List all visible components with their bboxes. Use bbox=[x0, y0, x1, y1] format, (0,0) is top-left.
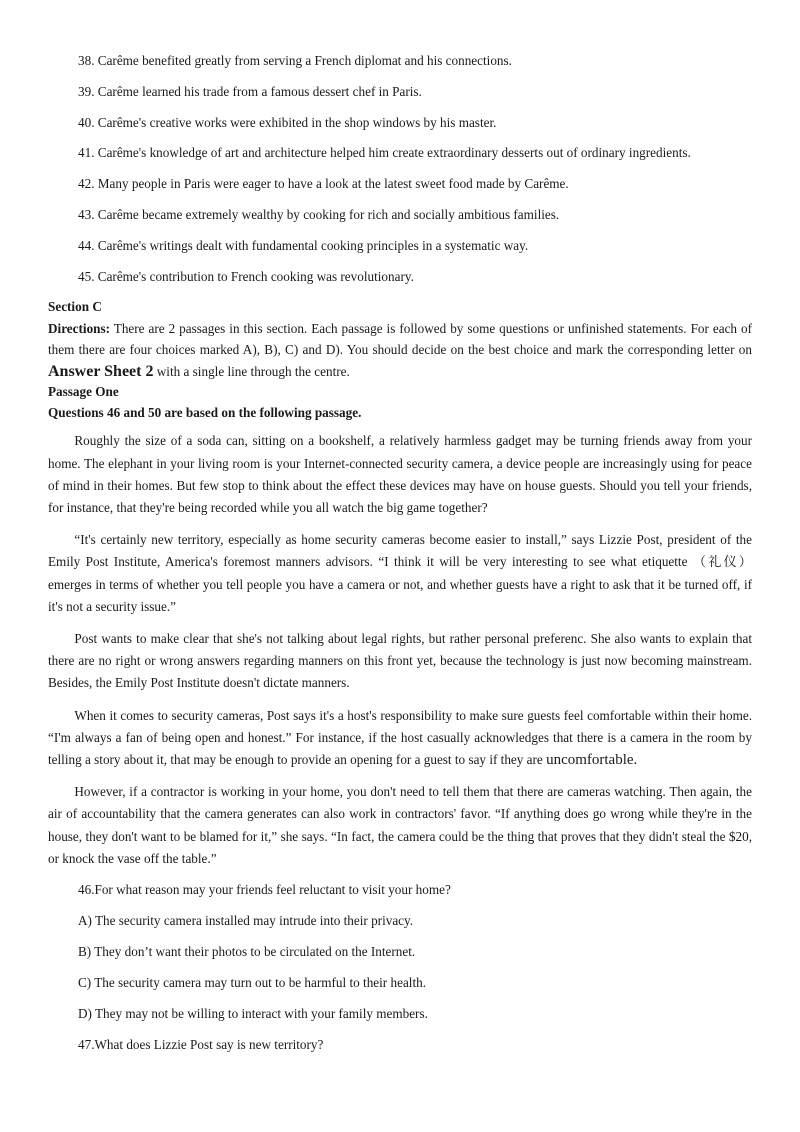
passage-paragraph-4 bbox=[48, 705, 752, 772]
question-47: 47.What does Lizzie Post say is new territory? bbox=[78, 1037, 324, 1053]
paragraph-4-main: When it comes to security cameras, Post says it's a host's responsibility to make sure guests feel comfortable within their home. “I'm always a fan of being open and honest.” For instance, if the host casually acknowledges that there is a camera in the room by telling a story about it, that may be enough to provide an opening for a guest to say if they are bbox=[48, 707, 752, 768]
directions-text-1: There are 2 passages in this section. Each passage is followed by some questions or unfinished statements. For each of them there are four choices marked A), B), C) and D). You should decide on the best choice and mark the corresponding letter on bbox=[48, 320, 752, 358]
statement-41: 41. Carême's knowledge of art and architecture helped him create extraordinary desserts out of ordinary ingredients. bbox=[78, 145, 691, 161]
question-block bbox=[48, 880, 752, 1055]
answer-sheet-label: Answer Sheet 2 bbox=[48, 362, 154, 380]
paragraph-4-end: uncomfortable. bbox=[546, 752, 638, 769]
passage-title: Passage One bbox=[48, 384, 119, 400]
statement-42: 42. Many people in Paris were eager to have a look at the latest sweet food made by Carême. bbox=[78, 176, 569, 192]
passage-paragraph-3: Post wants to make clear that she's not talking about legal rights, but rather personal preferenc. She also wants to explain that there are no right or wrong answers regarding manners on this front yet, because the technology is just now becoming mainstream. Besides, the Emily Post Institute doesn't dictate manners. bbox=[48, 631, 752, 691]
option-c: C) The security camera may turn out to be harmful to their health. bbox=[78, 975, 427, 991]
passage-paragraph-1: Roughly the size of a soda can, sitting on a bookshelf, a relatively harmless gadget may be turning friends away from your home. The elephant in your living room is your Internet-connected security camera, a device people are increasingly using for peace of mind in their homes. But few stop to think about the effect these devices may have on house guests. Should you tell your friends, for instance, that they're being recorded while you all watch the big game together? bbox=[48, 433, 752, 515]
passage-paragraph-2: “It's certainly new territory, especially as home security cameras become easier to install,” says Lizzie Post, president of the Emily Post Institute, America's foremost manners advisors. “I think it will be very interesting to see what etiquette （礼仪） emerges in terms of whether you tell people you have a camera or not, and whether guests have a right to ask that it be turned off, if it's not a security issue.” bbox=[48, 532, 752, 614]
directions bbox=[48, 318, 752, 383]
statement-40: 40. Carême's creative works were exhibited in the shop windows by his master. bbox=[78, 114, 497, 130]
statement-38: 38. Carême benefited greatly from serving a French diplomat and his connections. bbox=[78, 53, 512, 68]
passage-body bbox=[48, 430, 752, 870]
statement-44: 44. Carême's writings dealt with fundamental cooking principles in a systematic way. bbox=[78, 237, 529, 253]
directions-label: Directions: bbox=[48, 320, 111, 336]
statement-list bbox=[48, 51, 752, 287]
option-a: A) The security camera installed may intrude into their privacy. bbox=[78, 913, 414, 929]
passage-paragraph-5: However, if a contractor is working in your home, you don't need to tell them that there are cameras watching. Then again, the air of accountability that the camera generates can also work in contractors' favor. “If anything does go wrong while they're in the house, they don't want to be blamed for it,” she says. “In fact, the camera could be the thing that proves that they didn't steal the $20, or knock the vase off the table.” bbox=[48, 784, 752, 866]
question-46: 46.For what reason may your friends feel reluctant to visit your home? bbox=[78, 882, 451, 898]
statement-45: 45. Carême's contribution to French cooking was revolutionary. bbox=[78, 268, 414, 284]
option-b: B) They don’t want their photos to be circulated on the Internet. bbox=[78, 944, 416, 960]
passage-intro: Questions 46 and 50 are based on the following passage. bbox=[48, 404, 362, 420]
statement-43: 43. Carême became extremely wealthy by cooking for rich and socially ambitious families. bbox=[78, 206, 560, 222]
directions-text-2: with a single line through the centre. bbox=[153, 363, 350, 379]
section-title: Section C bbox=[48, 299, 102, 315]
section-c bbox=[48, 297, 752, 423]
statement-39: 39. Carême learned his trade from a famous dessert chef in Paris. bbox=[78, 83, 422, 99]
option-d: D) They may not be willing to interact with your family members. bbox=[78, 1006, 428, 1022]
